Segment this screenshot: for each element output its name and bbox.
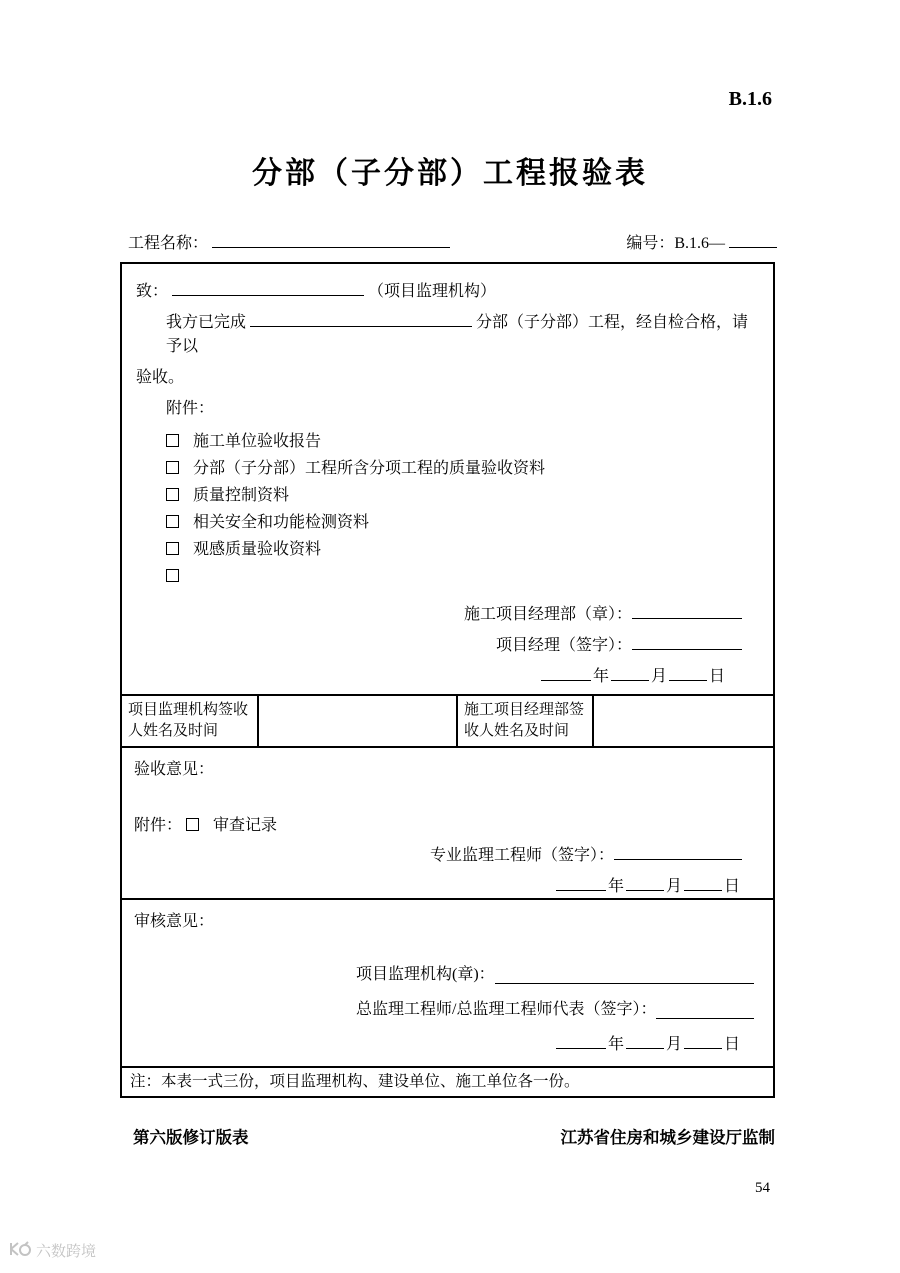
- month-blank[interactable]: [626, 1034, 664, 1049]
- checkbox[interactable]: [166, 515, 179, 528]
- contractor-receipt-label: 施工项目经理部签收人姓名及时间: [458, 696, 594, 746]
- checkbox[interactable]: [166, 434, 179, 447]
- checkbox-label: 质量控制资料: [193, 487, 290, 504]
- watermark-logo-icon: [8, 1241, 32, 1261]
- day-label: 日: [708, 668, 725, 685]
- audit-heading: 审核意见：: [134, 913, 215, 930]
- body-cont: 验收。: [136, 369, 185, 386]
- year-blank[interactable]: [556, 876, 606, 891]
- checkbox-row: [166, 455, 757, 482]
- page-number: 54: [755, 1180, 770, 1196]
- chief-supervisor-line: [356, 999, 757, 1021]
- serial-field: [626, 230, 777, 253]
- to-blank[interactable]: [172, 281, 364, 296]
- form-note: 注：本表一式三份，项目监理机构、建设单位、施工单位各一份。: [122, 1066, 773, 1096]
- chief-supervisor-label: 总监理工程师/总监理工程师代表（签字）：: [356, 1001, 657, 1018]
- body-blank[interactable]: [250, 312, 472, 327]
- application-section: [122, 264, 773, 694]
- year-blank[interactable]: [556, 1034, 606, 1049]
- review-record-checkbox[interactable]: [186, 818, 199, 831]
- date-line: [134, 1034, 757, 1056]
- day-blank[interactable]: [684, 1034, 722, 1049]
- chief-supervisor-blank[interactable]: [656, 1004, 754, 1019]
- supervision-receipt-area[interactable]: [259, 696, 458, 746]
- checkbox-label: 分部（子分部）工程所含分项工程的质量验收资料: [193, 460, 546, 477]
- year-label: 年: [592, 668, 609, 685]
- meta-row: [128, 230, 777, 253]
- supervision-org-label: 项目监理机构(章)：: [356, 966, 495, 983]
- project-name-blank[interactable]: [212, 233, 450, 248]
- day-label: 日: [723, 1036, 740, 1053]
- to-suffix: （项目监理机构）: [368, 283, 497, 300]
- checkbox[interactable]: [166, 488, 179, 501]
- to-label: 致：: [136, 283, 169, 300]
- year-label: 年: [607, 878, 624, 895]
- supervision-org-blank[interactable]: [495, 969, 754, 984]
- year-label: 年: [607, 1036, 624, 1053]
- contractor-receipt-area[interactable]: [594, 696, 773, 746]
- contractor-sign-block: [136, 604, 757, 688]
- form-code: B.1.6: [728, 88, 772, 110]
- serial-blank[interactable]: [729, 233, 777, 248]
- receipt-row: [122, 694, 773, 746]
- year-blank[interactable]: [541, 666, 591, 681]
- supervisor-sign-line: [134, 845, 757, 867]
- checkbox[interactable]: [166, 461, 179, 474]
- project-name-label: 工程名称：: [128, 235, 209, 252]
- form-title: 分部（子分部）工程报验表: [252, 157, 648, 190]
- review-record-label: 审查记录: [213, 817, 278, 834]
- to-line: [136, 280, 757, 304]
- footer-authority: 江苏省住房和城乡建设厅监制: [560, 1129, 775, 1147]
- checkbox[interactable]: [166, 569, 179, 582]
- checkbox-row: [166, 509, 757, 536]
- supervision-org-line: [356, 964, 757, 986]
- page-footer: [133, 1124, 775, 1148]
- body-line: [166, 311, 757, 359]
- project-name-field: [128, 230, 450, 253]
- body-prefix: 我方已完成: [166, 314, 247, 331]
- manager-sign-blank[interactable]: [632, 635, 742, 650]
- checkbox-row: [166, 482, 757, 509]
- checkbox-label: 施工单位验收报告: [193, 433, 322, 450]
- day-blank[interactable]: [684, 876, 722, 891]
- date-line: [136, 666, 742, 688]
- manager-sign-label: 项目经理（签字）：: [495, 637, 632, 654]
- attachment-checkbox-list: [166, 428, 757, 590]
- watermark-text: 六数跨境: [36, 1243, 97, 1260]
- supervision-receipt-label: 项目监理机构签收人姓名及时间: [122, 696, 259, 746]
- supervisor-sign-blank[interactable]: [614, 845, 742, 860]
- checkbox-row: [166, 536, 757, 563]
- org-seal-blank[interactable]: [632, 604, 742, 619]
- footer-version: 第六版修订版表: [133, 1129, 249, 1147]
- checkbox-label: 观感质量验收资料: [193, 541, 322, 558]
- month-blank[interactable]: [611, 666, 649, 681]
- month-label: 月: [665, 878, 682, 895]
- acceptance-heading: 验收意见：: [134, 761, 215, 778]
- month-label: 月: [665, 1036, 682, 1053]
- form-table: [120, 262, 775, 1098]
- month-blank[interactable]: [626, 876, 664, 891]
- body-suffix: 分部（子分部）工程，经自检合格，请予以: [166, 314, 749, 355]
- attachments-label: 附件：: [166, 400, 215, 417]
- org-seal-label: 施工项目经理部（章）：: [463, 606, 632, 623]
- review-attachment-label: 附件：: [134, 817, 183, 834]
- acceptance-section: [122, 746, 773, 898]
- audit-section: [122, 898, 773, 1066]
- checkbox[interactable]: [166, 542, 179, 555]
- serial-label: 编号：B.1.6—: [626, 235, 725, 252]
- checkbox-label: 相关安全和功能检测资料: [193, 514, 370, 531]
- org-seal-line: [136, 604, 742, 626]
- manager-sign-line: [136, 635, 742, 657]
- review-attachment-line: [134, 814, 757, 838]
- checkbox-row: [166, 428, 757, 455]
- supervisor-sign-label: 专业监理工程师（签字）：: [429, 847, 614, 864]
- date-line: [134, 876, 757, 898]
- checkbox-row: [166, 563, 757, 590]
- day-label: 日: [723, 878, 740, 895]
- month-label: 月: [650, 668, 667, 685]
- day-blank[interactable]: [669, 666, 707, 681]
- watermark: [8, 1240, 96, 1261]
